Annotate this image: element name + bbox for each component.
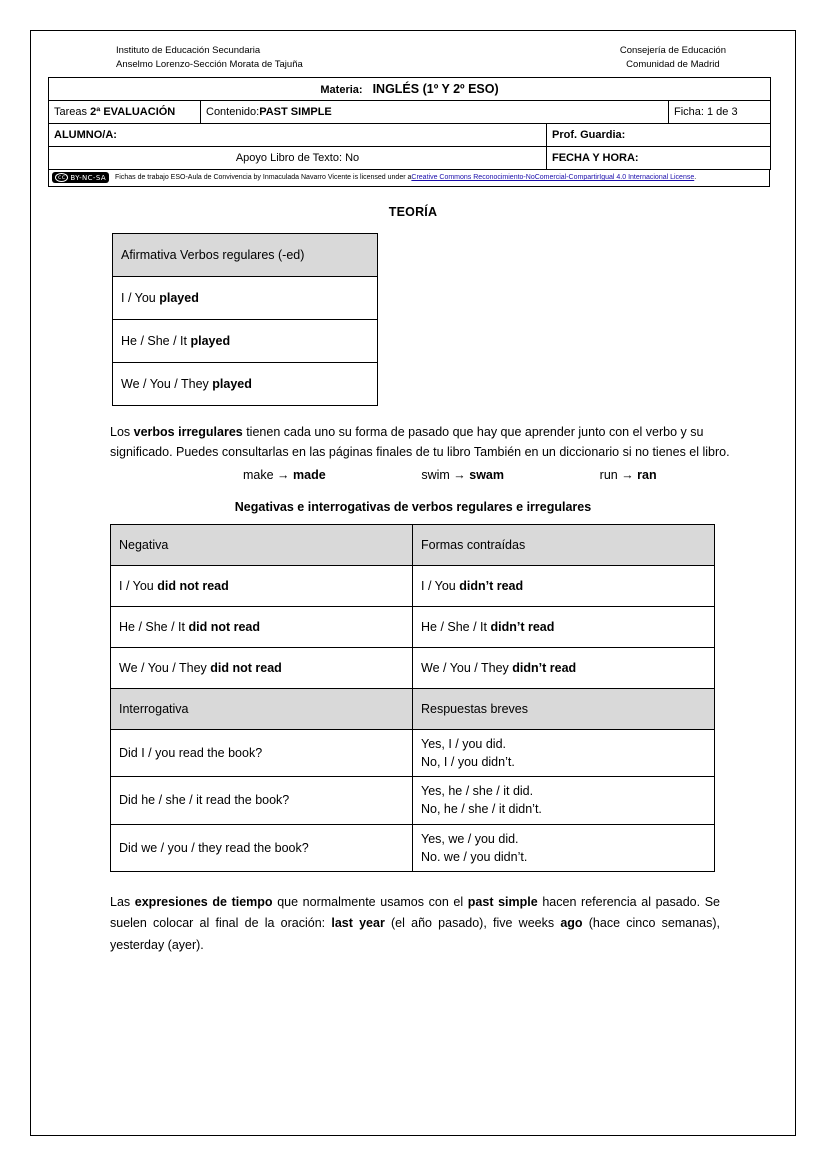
subject-text: We / You / They <box>421 661 513 676</box>
answer-yes: Yes, he / she / it did. <box>421 784 534 799</box>
verb-past: made <box>293 468 326 483</box>
subject-text: He / She / It <box>119 620 189 635</box>
license-period: . <box>694 174 697 182</box>
verb-example-1 <box>243 468 421 482</box>
table-row <box>49 146 771 169</box>
table-row <box>49 123 771 146</box>
license-link[interactable]: Creative Commons Reconocimiento-NoComercial-CompartirIgual 4.0 Internacional License <box>411 174 695 182</box>
text-part: (hace cinco semanas), yesterday (ayer). <box>110 916 720 952</box>
answer-row-1 <box>413 730 715 777</box>
affirmative-row-2 <box>113 319 378 362</box>
prof-guardia-field[interactable]: Prof. Guardia: <box>547 123 771 146</box>
verb-past: swam <box>469 468 504 483</box>
table-row <box>49 77 771 100</box>
subject-text: We / You / They <box>119 661 211 676</box>
text-part: hacen referencia al pasado. Se suelen colocar al final de la oración: <box>110 894 720 931</box>
negative-row-1-right <box>413 566 715 607</box>
alumno-field[interactable]: ALUMNO/A: <box>49 123 547 146</box>
question-row-2: Did he / she / it read the book? <box>111 777 413 824</box>
bold-term-expresiones: expresiones de tiempo <box>134 894 273 909</box>
school-name <box>48 44 303 72</box>
paragraph-part-2: tienen cada uno su forma de pasado que hay que aprender junto con el verbo y su significado. Puedes consultarlas en las páginas finales de tu libro También en un diccionario si no tienes el libro. <box>110 424 730 459</box>
contenido-label: Contenido: <box>206 105 260 118</box>
school-line-2: Anselmo Lorenzo-Sección Morata de Tajuña <box>116 58 303 70</box>
verb-text: did not read <box>157 579 229 594</box>
answer-row-3 <box>413 824 715 871</box>
table-row <box>111 824 715 871</box>
authority-name <box>620 44 778 72</box>
verb-example-2 <box>421 468 599 482</box>
affirmative-header: Afirmativa Verbos regulares (-ed) <box>113 233 378 276</box>
text-part: (el año pasado), five weeks <box>384 916 561 931</box>
table-row <box>113 233 378 276</box>
subject-text: I / You <box>119 579 158 594</box>
verb-text: played <box>190 333 231 348</box>
paragraph-part-1: Los <box>110 424 134 439</box>
materia-value: INGLÉS (1º Y 2º ESO) <box>372 81 499 96</box>
verb-text: didn’t read <box>512 661 577 676</box>
table-row <box>113 319 378 362</box>
table-row <box>113 276 378 319</box>
document-content <box>48 44 778 956</box>
tareas-value: 2ª EVALUACIÓN <box>90 105 176 118</box>
verb-base: make → <box>243 468 294 483</box>
table-row <box>111 730 715 777</box>
table-row <box>111 777 715 824</box>
affirmative-row-1 <box>113 276 378 319</box>
irregular-verbs-paragraph <box>48 422 778 463</box>
license-bar <box>48 170 770 187</box>
creative-commons-icon <box>52 172 109 183</box>
bold-term-past-simple: past simple <box>467 894 538 909</box>
contenido-value: PAST SIMPLE <box>259 105 332 118</box>
irregular-verb-examples <box>48 468 778 482</box>
answer-no: No, he / she / it didn’t. <box>421 802 542 817</box>
verb-base: run → <box>599 468 638 483</box>
subject-text: He / She / It <box>121 333 191 348</box>
authority-line-2: Comunidad de Madrid <box>626 58 720 70</box>
fecha-hora-field[interactable]: FECHA Y HORA: <box>547 146 771 169</box>
school-line-1: Instituto de Educación Secundaria <box>116 45 261 56</box>
answer-yes: Yes, we / you did. <box>421 831 519 846</box>
tareas-label: Tareas <box>54 105 88 118</box>
table-row <box>111 648 715 689</box>
materia-cell <box>49 77 771 100</box>
tareas-cell <box>49 100 201 123</box>
negative-interrogative-table <box>110 524 715 872</box>
answer-no: No. we / you didn’t. <box>421 849 528 864</box>
table-row <box>49 100 771 123</box>
verb-text: didn’t read <box>459 579 524 594</box>
negative-row-3-right <box>413 648 715 689</box>
table-row <box>113 362 378 405</box>
verb-text: played <box>212 376 252 391</box>
answer-no: No, I / you didn’t. <box>421 755 515 770</box>
table-row <box>111 525 715 566</box>
cc-badge-text: BY-NC-SA <box>70 173 107 182</box>
license-text: Fichas de trabajo ESO-Aula de Convivencia by Inmaculada Navarro Vicente is licensed under a <box>115 174 412 182</box>
negative-row-2-left <box>111 607 413 648</box>
negative-row-3-left <box>111 648 413 689</box>
answer-row-2 <box>413 777 715 824</box>
affirmative-table <box>112 233 378 406</box>
verb-example-3 <box>600 468 778 482</box>
header-negativa: Negativa <box>111 525 413 566</box>
text-part: que normalmente usamos con el <box>272 894 468 909</box>
subject-text: I / You <box>421 579 460 594</box>
contenido-cell <box>201 100 669 123</box>
subject-text: He / She / It <box>421 620 491 635</box>
negative-row-1-left <box>111 566 413 607</box>
table-row <box>111 566 715 607</box>
section-title-teoria: TEORÍA <box>388 204 438 219</box>
subject-text: I / You <box>121 290 160 305</box>
answer-yes: Yes, I / you did. <box>421 737 507 752</box>
authority-line-1: Consejería de Educación <box>619 45 726 56</box>
verb-text: did not read <box>188 620 261 635</box>
header-formas-contraidas: Formas contraídas <box>413 525 715 566</box>
time-expressions-paragraph <box>48 892 778 957</box>
negative-row-2-right <box>413 607 715 648</box>
verb-text: did not read <box>210 661 282 676</box>
affirmative-row-3 <box>113 362 378 405</box>
bold-term-ago: ago <box>560 916 583 931</box>
apoyo-libro-cell: Apoyo Libro de Texto: No <box>49 146 547 169</box>
verb-base: swim → <box>421 468 470 483</box>
question-row-1: Did I / you read the book? <box>111 730 413 777</box>
table-row <box>111 607 715 648</box>
header-interrogativa: Interrogativa <box>111 689 413 730</box>
table-row <box>111 689 715 730</box>
paragraph-bold-term: verbos irregulares <box>133 424 243 439</box>
cc-symbol: cc <box>55 173 68 182</box>
materia-label: Materia: <box>320 83 363 96</box>
subject-text: We / You / They <box>121 376 213 391</box>
verb-text: played <box>159 290 199 305</box>
text-part: Las <box>110 894 135 909</box>
header-respuestas-breves: Respuestas breves <box>413 689 715 730</box>
ficha-cell: Ficha: 1 de 3 <box>669 100 771 123</box>
verb-text: didn’t read <box>490 620 555 635</box>
header-table <box>48 77 771 170</box>
section-title-negativas: Negativas e interrogativas de verbos regulares e irregulares <box>234 500 592 515</box>
question-row-3: Did we / you / they read the book? <box>111 824 413 871</box>
verb-past: ran <box>637 468 657 483</box>
bold-term-last-year: last year <box>331 916 385 931</box>
document-header-text <box>48 44 778 77</box>
